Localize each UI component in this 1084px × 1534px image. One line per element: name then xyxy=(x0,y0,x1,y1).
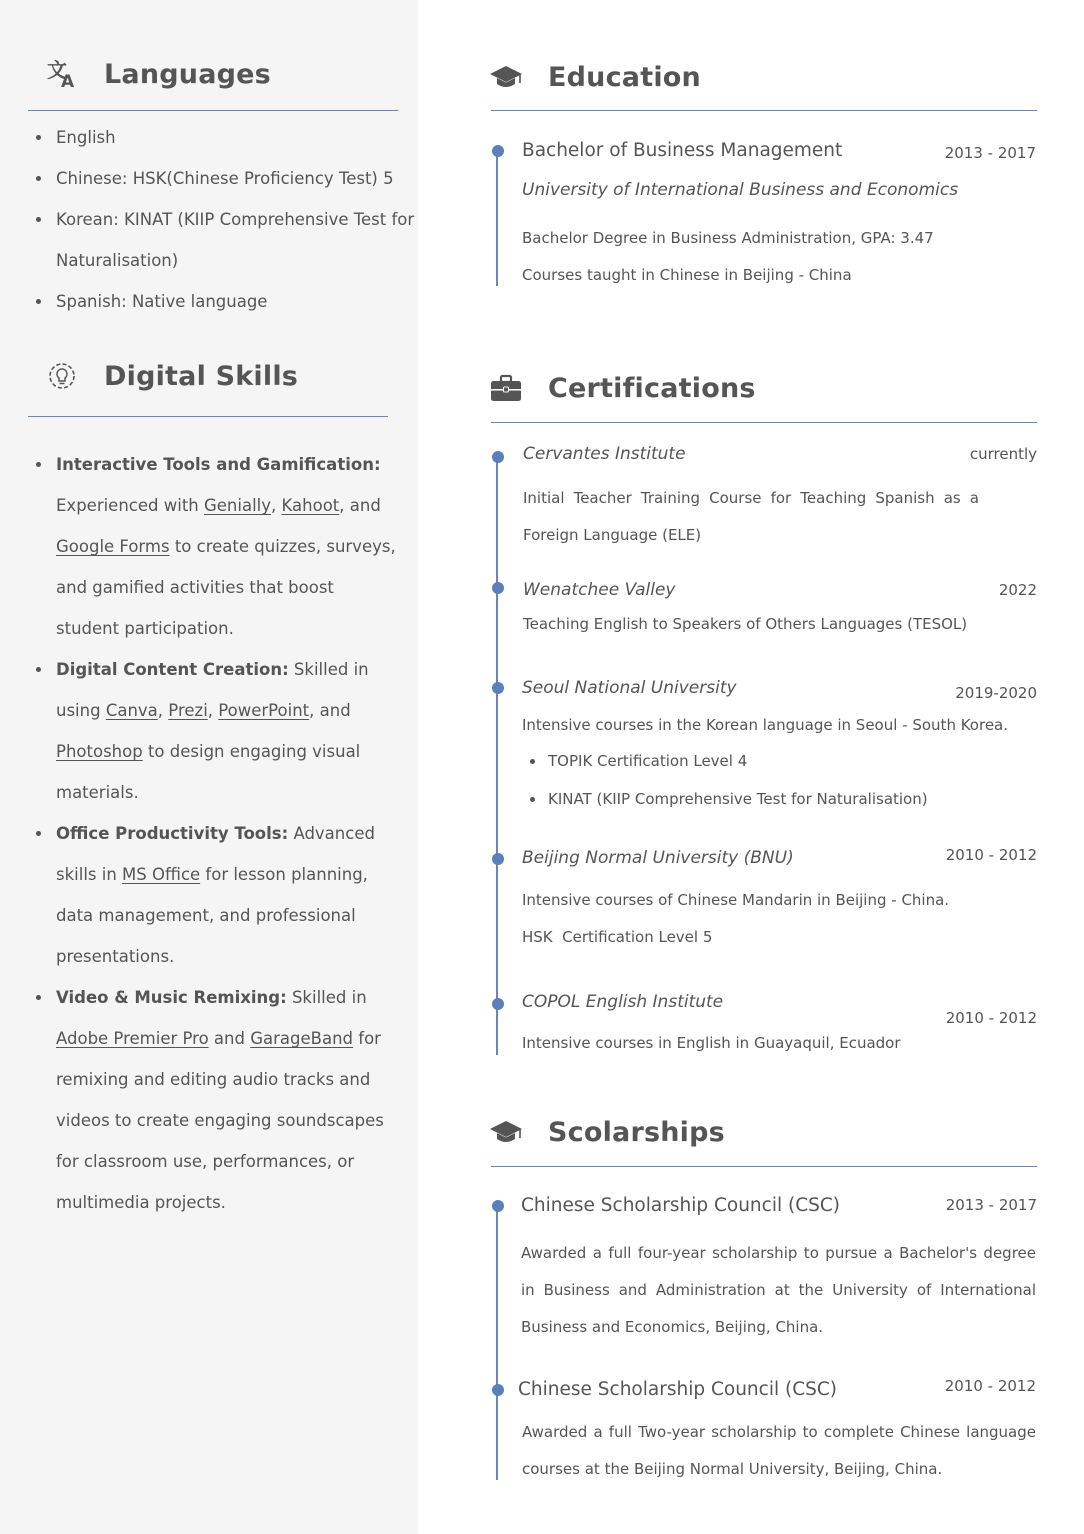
cert-dates: currently xyxy=(969,445,1037,463)
timeline-dot xyxy=(492,1200,504,1212)
skill-text: Advanced skills in xyxy=(56,824,375,884)
scholarship-dates: 2010 - 2012 xyxy=(944,1377,1036,1395)
cert-dates: 2019-2020 xyxy=(955,684,1037,702)
language-item: Chinese: HSK(Chinese Proficiency Test) 5 xyxy=(56,158,428,199)
cert-dates: 2022 xyxy=(998,581,1037,599)
tool-canva: Canva xyxy=(105,701,158,720)
cert-desc: Intensive courses in the Korean language in Seoul - South Korea. xyxy=(522,716,1009,734)
cert-bullet-item: KINAT (KIIP Comprehensive Test for Naturalisation) xyxy=(548,780,928,818)
skill-heading: Interactive Tools and Gamification: xyxy=(56,455,381,474)
languages-title: Languages xyxy=(104,58,271,90)
cert-desc: Teaching English to Speakers of Others Languages (TESOL) xyxy=(523,615,968,633)
tool-kahoot: Kahoot xyxy=(281,496,340,515)
cert-desc: Intensive courses of Chinese Mandarin in Beijing - China. xyxy=(522,891,950,909)
translate-icon xyxy=(44,56,80,92)
tool-powerpoint: PowerPoint xyxy=(218,701,310,720)
skill-text: to create quizzes, surveys, and gamified activities that boost student participation. xyxy=(56,537,396,638)
education-detail: Bachelor Degree in Business Administration, GPA: 3.47 xyxy=(522,229,934,247)
cert-org: Seoul National University xyxy=(522,678,737,698)
lightbulb-gear-icon xyxy=(44,358,80,394)
education-divider xyxy=(491,110,1037,111)
skill-text: Skilled in xyxy=(286,988,367,1007)
certifications-header xyxy=(488,370,756,406)
cert-desc: Initial Teacher Training Course for Teaching Spanish as a Foreign Language (ELE) xyxy=(523,489,979,544)
skill-item xyxy=(56,813,396,977)
skill-text: to design engaging visual materials. xyxy=(56,742,361,802)
education-dates: 2013 - 2017 xyxy=(944,144,1036,162)
timeline-dot xyxy=(492,451,504,463)
cert-bullet-item: TOPIK Certification Level 4 xyxy=(548,742,928,780)
cert-org: Cervantes Institute xyxy=(523,444,686,464)
skill-heading: Digital Content Creation: xyxy=(56,660,289,679)
skill-item xyxy=(56,444,396,649)
skill-text: for remixing and editing audio tracks and videos to create engaging soundscapes for classroom use, performances, or multimedia projects. xyxy=(56,1029,384,1212)
tool-genially: Genially xyxy=(203,496,272,515)
tool-photoshop: Photoshop xyxy=(56,742,143,761)
cert-org: Beijing Normal University (BNU) xyxy=(522,848,794,868)
education-timeline xyxy=(496,150,498,286)
cert-dates: 2010 - 2012 xyxy=(945,1009,1037,1027)
education-title: Education xyxy=(548,61,701,93)
scholarship-name: Chinese Scholarship Council (CSC) xyxy=(518,1379,837,1400)
briefcase-icon xyxy=(488,370,524,406)
skill-text: Experienced with xyxy=(56,496,204,515)
timeline-dot xyxy=(492,682,504,694)
skill-item xyxy=(56,649,396,813)
certifications-divider xyxy=(491,422,1037,423)
certifications-timeline xyxy=(496,458,498,1055)
cert-desc: HSK Certification Level 5 xyxy=(522,928,713,946)
cert-bullets xyxy=(522,742,928,818)
digital-skills-divider xyxy=(28,416,388,417)
digital-skills-list xyxy=(28,444,396,1223)
skill-text: , xyxy=(207,701,219,720)
tool-adobe-premier-pro: Adobe Premier Pro xyxy=(56,1029,209,1048)
scholarship-dates: 2013 - 2017 xyxy=(945,1196,1037,1214)
graduation-cap-icon xyxy=(488,1114,524,1150)
languages-header xyxy=(44,56,271,92)
scholarships-divider xyxy=(491,1166,1037,1167)
skill-text: , xyxy=(271,496,282,515)
skill-item xyxy=(56,977,396,1223)
digital-skills-title: Digital Skills xyxy=(104,360,299,392)
timeline-dot xyxy=(492,582,504,594)
tool-ms-office: MS Office xyxy=(122,865,201,884)
main-content xyxy=(418,0,1084,1534)
scholarship-desc: Awarded a full Two-year scholarship to complete Chinese language courses at the Beijing Normal University, Beijing, China. xyxy=(522,1423,1036,1478)
certifications-title: Certifications xyxy=(548,372,756,404)
timeline-dot xyxy=(492,998,504,1010)
svg-text:文: 文 xyxy=(47,58,67,82)
scholarships-timeline xyxy=(496,1206,498,1480)
language-item: Korean: KINAT (KIIP Comprehensive Test for Naturalisation) xyxy=(56,199,428,281)
education-header xyxy=(488,59,701,95)
scholarships-header xyxy=(488,1114,725,1150)
skill-heading: Office Productivity Tools: xyxy=(56,824,289,843)
scholarship-name: Chinese Scholarship Council (CSC) xyxy=(521,1195,840,1216)
graduation-cap-icon xyxy=(488,59,524,95)
degree-title: Bachelor of Business Management xyxy=(522,140,843,161)
cert-org: COPOL English Institute xyxy=(522,992,724,1012)
skill-text: , xyxy=(157,701,169,720)
scholarship-desc: Awarded a full four-year scholarship to pursue a Bachelor's degree in Business and Administration at the University of International Business and Economics, Beijing, China. xyxy=(521,1244,1036,1336)
scholarships-title: Scolarships xyxy=(548,1116,725,1148)
language-item: Spanish: Native language xyxy=(56,281,428,322)
tool-prezi: Prezi xyxy=(168,701,208,720)
education-detail: Courses taught in Chinese in Beijing - China xyxy=(522,266,852,284)
school-name: University of International Business and Economics xyxy=(522,180,959,200)
sidebar xyxy=(0,0,418,1534)
skill-text: and xyxy=(208,1029,251,1048)
timeline-dot xyxy=(492,1384,504,1396)
skill-text: Skilled in using xyxy=(56,660,369,720)
cert-dates: 2010 - 2012 xyxy=(945,846,1037,864)
tool-garageband: GarageBand xyxy=(250,1029,354,1048)
languages-list xyxy=(28,117,428,322)
cert-org: Wenatchee Valley xyxy=(523,580,676,600)
svg-text:A: A xyxy=(61,72,75,90)
cert-desc: Intensive courses in English in Guayaquil, Ecuador xyxy=(522,1034,901,1052)
languages-divider xyxy=(28,110,398,111)
skill-text: for lesson planning, data management, and professional presentations. xyxy=(56,865,368,966)
timeline-dot xyxy=(492,853,504,865)
timeline-dot xyxy=(492,145,504,157)
digital-skills-header xyxy=(44,358,298,394)
skill-text: , and xyxy=(309,701,351,720)
language-item: English xyxy=(56,117,428,158)
skill-text: , and xyxy=(339,496,381,515)
tool-google-forms: Google Forms xyxy=(56,537,170,556)
skill-heading: Video & Music Remixing: xyxy=(56,988,287,1007)
